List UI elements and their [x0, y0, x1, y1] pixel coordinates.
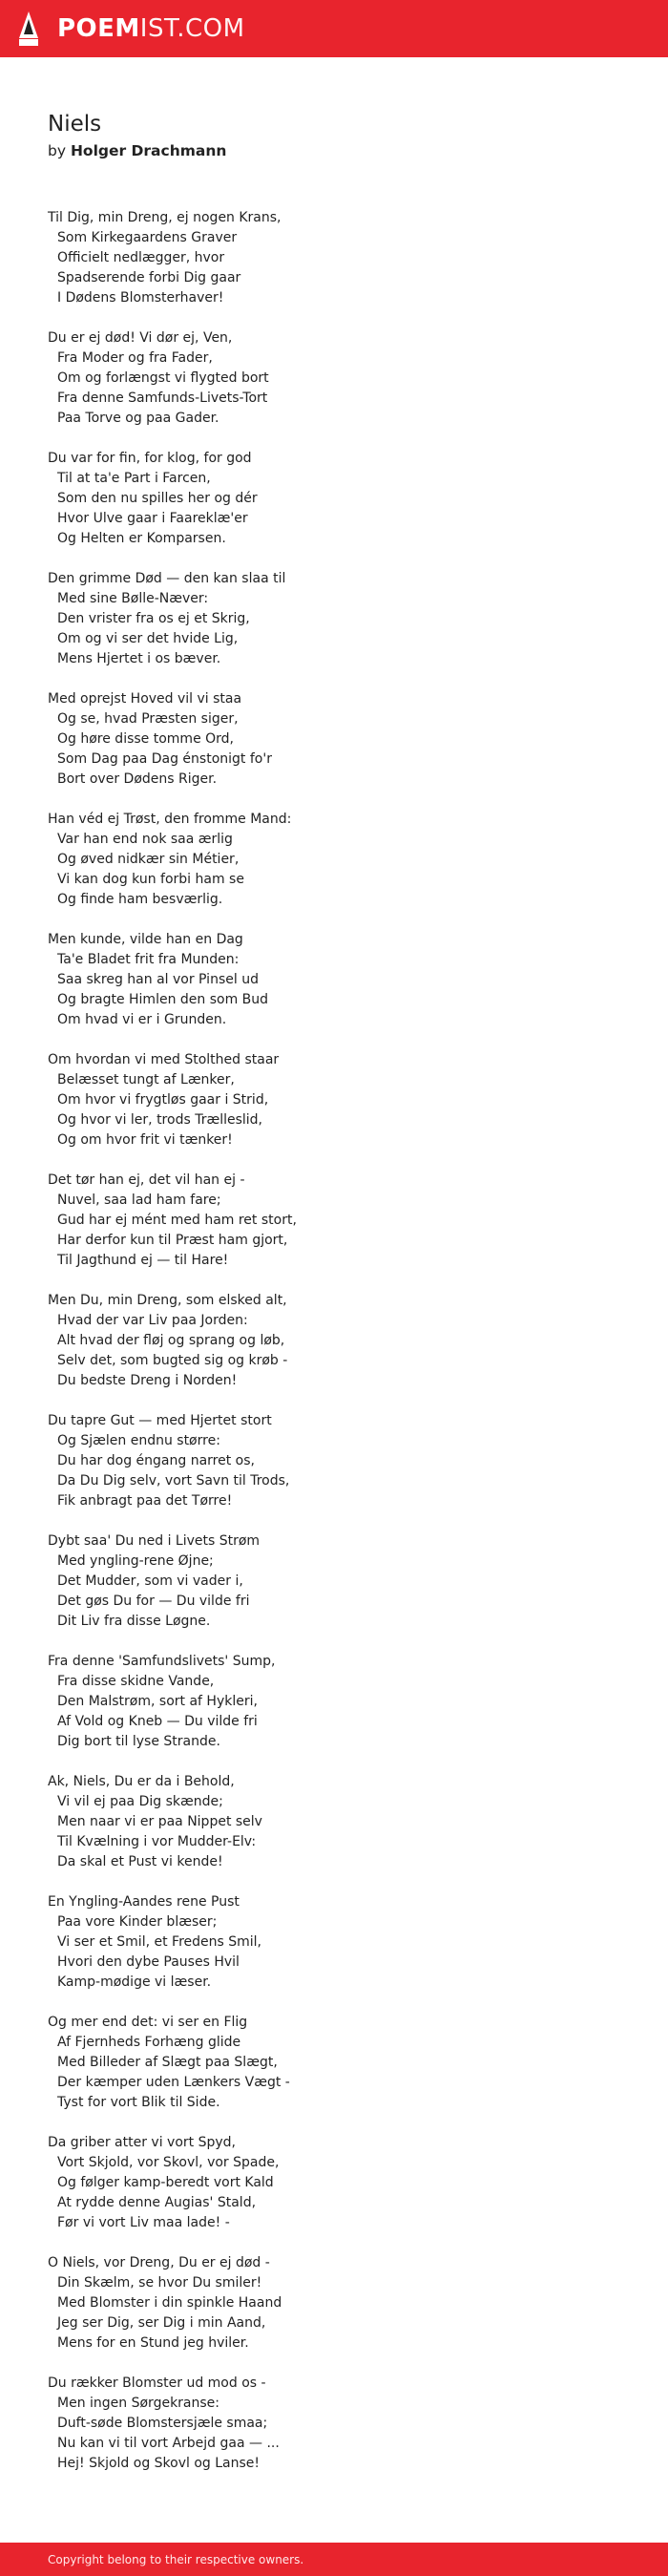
- poem-line: Vi vil ej paa Dig skænde;: [57, 1794, 223, 1809]
- poem-line: Tyst for vort Blik til Side.: [57, 2095, 220, 2110]
- stanza: [48, 569, 639, 689]
- poem-line: Kamp-mødige vi læser.: [57, 1974, 212, 1990]
- stanza: [48, 328, 639, 449]
- logo-light-text: IST.COM: [139, 14, 245, 43]
- poem-line: Men kunde, vilde han en Dag: [48, 932, 243, 947]
- poem-line: Om og forlængst vi flygted bort: [57, 370, 269, 386]
- site-footer: [0, 2543, 668, 2576]
- poem-line: Med Blomster i din spinkle Haand: [57, 2295, 282, 2311]
- poem-line: Duft-søde Blomstersjæle smaa;: [57, 2416, 268, 2431]
- poem-line: Ta'e Bladet frit fra Munden:: [57, 952, 240, 967]
- poem-line: Saa skreg han al vor Pinsel ud: [57, 972, 259, 987]
- poem-line: Da griber atter vi vort Spyd,: [48, 2135, 236, 2150]
- poem-line: Gud har ej mént med ham ret stort,: [57, 1213, 297, 1228]
- stanza: [48, 1892, 639, 2013]
- poem-line: Du var for fin, for klog, for god: [48, 451, 252, 466]
- poem-line: Paa vore Kinder blæser;: [57, 1914, 218, 1930]
- poem-line: Før vi vort Liv maa lade! -: [57, 2215, 230, 2230]
- poem-line: Fra denne 'Samfundslivets' Sump,: [48, 1654, 276, 1669]
- site-header: [0, 0, 668, 57]
- poem-line: Ak, Niels, Du er da i Behold,: [48, 1774, 235, 1789]
- poem-line: Og Sjælen endnu større:: [57, 1433, 220, 1448]
- poem-byline: [48, 140, 226, 161]
- poem-line: Selv det, som bugted sig og krøb -: [57, 1353, 288, 1368]
- poem-line: Fra Moder og fra Fader,: [57, 350, 213, 366]
- poem-line: Jeg ser Dig, ser Dig i min Aand,: [57, 2315, 266, 2331]
- poem-line: Dybt saa' Du ned i Livets Strøm: [48, 1533, 261, 1549]
- poem-line: Om hvordan vi med Stolthed staar: [48, 1052, 280, 1067]
- poem-line: Vort Skjold, vor Skovl, vor Spade,: [57, 2155, 280, 2170]
- poem-line: Nu kan vi til vort Arbejd gaa — ...: [57, 2436, 280, 2451]
- poem-line: Med Billeder af Slægt paa Slægt,: [57, 2055, 278, 2070]
- poem-line: Alt hvad der fløj og sprang og løb,: [57, 1333, 285, 1348]
- stanza: [48, 1411, 639, 1531]
- poem-line: Til Dig, min Dreng, ej nogen Krans,: [48, 210, 282, 225]
- poem-line: Og øved nidkær sin Métier,: [57, 852, 240, 867]
- poem-line: Du har dog éngang narret os,: [57, 1453, 255, 1468]
- poem-line: Har derfor kun til Præst ham gjort,: [57, 1233, 288, 1248]
- poem-line: Du er ej død! Vi dør ej, Ven,: [48, 330, 233, 346]
- poem-line: Du rækker Blomster ud mod os -: [48, 2375, 266, 2391]
- poem-line: Og om hvor frit vi tænker!: [57, 1132, 233, 1148]
- stanza: [48, 2133, 639, 2253]
- poem-line: Bort over Dødens Riger.: [57, 771, 218, 787]
- poem-line: Den grimme Død — den kan slaa til: [48, 571, 286, 586]
- poem-line: Dit Liv fra disse Løgne.: [57, 1614, 211, 1629]
- stanza: [48, 1050, 639, 1171]
- poem-line: Mens for en Stund jeg hviler.: [57, 2335, 249, 2351]
- poem-line: Det gøs Du for — Du vilde fri: [57, 1594, 250, 1609]
- poem-line: Af Vold og Kneb — Du vilde fri: [57, 1714, 258, 1729]
- poem-line: Hvor Ulve gaar i Faareklæ'er: [57, 511, 248, 526]
- poem-line: Fra disse skidne Vande,: [57, 1674, 215, 1689]
- stanza: [48, 2253, 639, 2374]
- stanza: [48, 689, 639, 810]
- stanza: [48, 810, 639, 930]
- poem-line: Med sine Bølle-Næver:: [57, 591, 209, 606]
- poem-line: Paa Torve og paa Gader.: [57, 411, 219, 426]
- poem-line: Hej! Skjold og Skovl og Lanse!: [57, 2456, 261, 2471]
- poem-line: Som Kirkegaardens Graver: [57, 230, 238, 245]
- poem-line: Som den nu spilles her og dér: [57, 491, 258, 506]
- author-link[interactable]: Holger Drachmann: [70, 142, 227, 159]
- poem-line: Men ingen Sørgekranse:: [57, 2396, 220, 2411]
- poem-line: Vi kan dog kun forbi ham se: [57, 872, 244, 887]
- poem-body: [48, 208, 639, 2494]
- poem-line: Af Fjernheds Forhæng glide: [57, 2035, 241, 2050]
- poem-line: Den vrister fra os ej et Skrig,: [57, 611, 250, 626]
- stanza: [48, 930, 639, 1050]
- stanza: [48, 1772, 639, 1892]
- poem-line: Fik anbragt paa det Tørre!: [57, 1493, 233, 1509]
- poem-line: Vi ser et Smil, et Fredens Smil,: [57, 1934, 261, 1950]
- stanza: [48, 449, 639, 569]
- poem-line: En Yngling-Aandes rene Pust: [48, 1894, 240, 1910]
- poem-line: Hvad der var Liv paa Jorden:: [57, 1313, 248, 1328]
- poem-line: Og hvor vi ler, trods Trælleslid,: [57, 1112, 263, 1128]
- site-logo[interactable]: [57, 13, 245, 44]
- poem-line: Den Malstrøm, sort af Hykleri,: [57, 1694, 258, 1709]
- poem-line: Da Du Dig selv, vort Savn til Trods,: [57, 1473, 290, 1489]
- poem-line: Men naar vi er paa Nippet selv: [57, 1814, 262, 1829]
- poem-line: Dig bort til lyse Strande.: [57, 1734, 220, 1749]
- poem-line: Spadserende forbi Dig gaar: [57, 270, 241, 285]
- byline-prefix: by: [48, 142, 67, 159]
- poem-line: Om hvor vi frygtløs gaar i Strid,: [57, 1092, 269, 1108]
- stanza: [48, 1291, 639, 1411]
- copyright-text: Copyright belong to their respective owners.: [48, 2553, 304, 2566]
- poem-line: Der kæmper uden Lænkers Vægt -: [57, 2075, 290, 2090]
- poem-line: Du bedste Dreng i Norden!: [57, 1373, 238, 1388]
- poem-line: Med oprejst Hoved vil vi staa: [48, 691, 242, 707]
- logo-bold-text: POEM: [57, 14, 140, 43]
- stanza: [48, 1531, 639, 1652]
- poem-line: Det tør han ej, det vil han ej -: [48, 1172, 245, 1188]
- poem-line: Han véd ej Trøst, den fromme Mand:: [48, 812, 292, 827]
- poem-line: Og bragte Himlen den som Bud: [57, 992, 269, 1007]
- stanza: [48, 208, 639, 328]
- poem-line: I Dødens Blomsterhaver!: [57, 290, 224, 306]
- poem-line: Og mer end det: vi ser en Flig: [48, 2015, 248, 2030]
- poem-title: Niels: [48, 112, 102, 137]
- poem-line: Om hvad vi er i Grunden.: [57, 1012, 227, 1027]
- poem-line: Hvori den dybe Pauses Hvil: [57, 1954, 240, 1970]
- poem-line: Da skal et Pust vi kende!: [57, 1854, 223, 1869]
- poem-line: Fra denne Samfunds-Livets-Tort: [57, 391, 268, 406]
- poem-line: Det Mudder, som vi vader i,: [57, 1573, 243, 1589]
- poem-line: O Niels, vor Dreng, Du er ej død -: [48, 2255, 270, 2270]
- poem-line: Og finde ham besværlig.: [57, 892, 223, 907]
- poem-line: Du tapre Gut — med Hjertet stort: [48, 1413, 272, 1428]
- stanza: [48, 2374, 639, 2494]
- poem-line: At rydde denne Augias' Stald,: [57, 2195, 257, 2210]
- poem-line: Mens Hjertet i os bæver.: [57, 651, 221, 666]
- poem-line: Nuvel, saa lad ham fare;: [57, 1193, 221, 1208]
- poem-line: Officielt nedlægger, hvor: [57, 250, 225, 265]
- stanza: [48, 1171, 639, 1291]
- poem-line: Var han end nok saa ærlig: [57, 832, 233, 847]
- stanza: [48, 2013, 639, 2133]
- stanza: [48, 1652, 639, 1772]
- poem-line: Med yngling-rene Øjne;: [57, 1553, 214, 1569]
- pen-nib-icon[interactable]: [17, 10, 40, 48]
- poem-line: Og følger kamp-beredt vort Kald: [57, 2175, 274, 2190]
- poem-line: Belæsset tungt af Lænker,: [57, 1072, 235, 1087]
- poem-line: Til at ta'e Part i Farcen,: [57, 471, 211, 486]
- poem-line: Men Du, min Dreng, som elsked alt,: [48, 1293, 287, 1308]
- poem-line: Som Dag paa Dag énstonigt fo'r: [57, 751, 272, 767]
- poem-line: Til Jagthund ej — til Hare!: [57, 1253, 229, 1268]
- poem-line: Og Helten er Komparsen.: [57, 531, 226, 546]
- poem-line: Og høre disse tomme Ord,: [57, 731, 234, 747]
- poem-line: Til Kvælning i vor Mudder-Elv:: [57, 1834, 257, 1849]
- poem-line: Og se, hvad Præsten siger,: [57, 711, 239, 727]
- poem-line: Din Skælm, se hvor Du smiler!: [57, 2275, 262, 2291]
- poem-line: Om og vi ser det hvide Lig,: [57, 631, 239, 646]
